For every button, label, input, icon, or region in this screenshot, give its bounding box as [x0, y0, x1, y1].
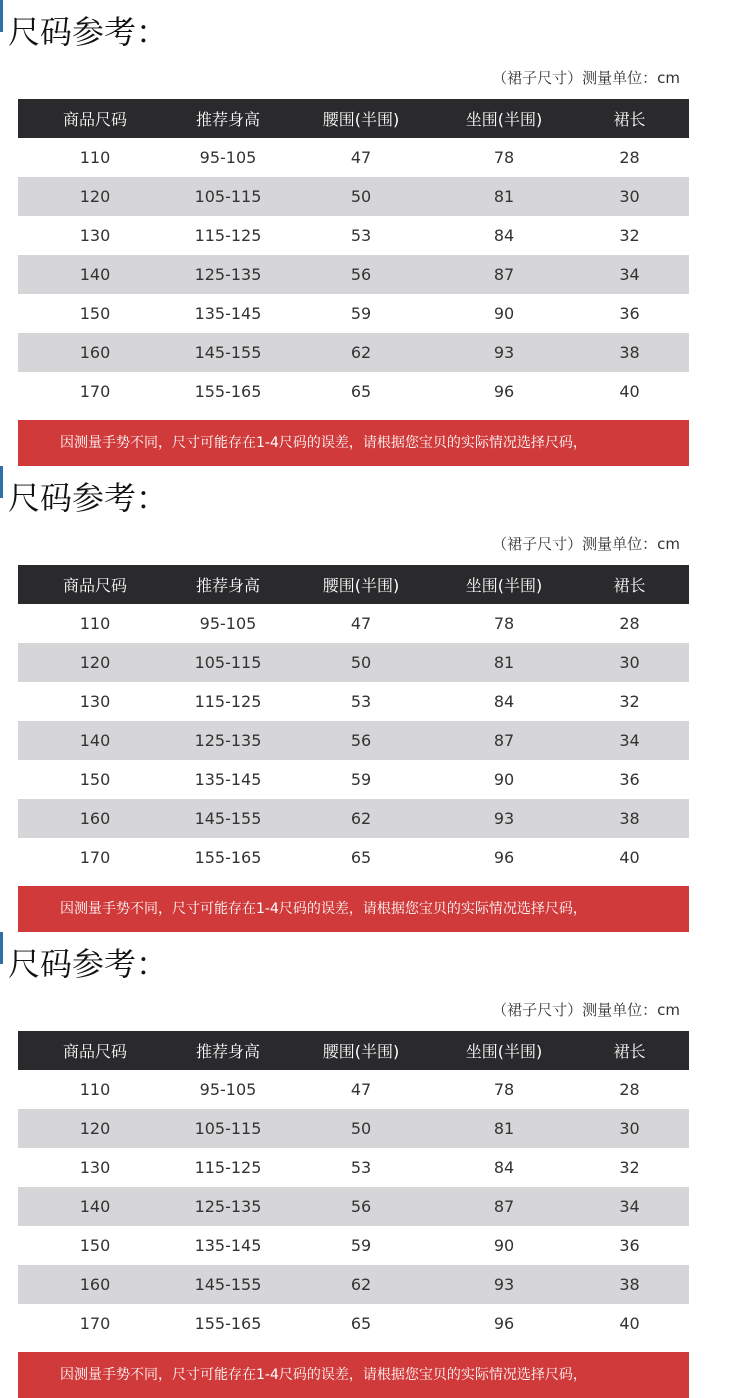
- table-cell: 170: [18, 372, 172, 411]
- table-cell: 95-105: [172, 138, 284, 177]
- table-row: [18, 216, 689, 255]
- table-cell: 93: [438, 799, 570, 838]
- table-cell: 62: [284, 1265, 438, 1304]
- table-row: [18, 1226, 689, 1265]
- table-cell: 30: [570, 177, 689, 216]
- table-row: [18, 1148, 689, 1187]
- table-cell: 120: [18, 177, 172, 216]
- table-row: [18, 1265, 689, 1304]
- size-chart-heading: 尺码参考：: [8, 13, 169, 51]
- table-cell: 93: [438, 333, 570, 372]
- table-cell: 130: [18, 682, 172, 721]
- table-header-row: [18, 99, 689, 138]
- table-cell: 30: [570, 643, 689, 682]
- size-table: [18, 99, 689, 411]
- table-cell: 59: [284, 760, 438, 799]
- size-table: [18, 1031, 689, 1343]
- table-cell: 170: [18, 838, 172, 877]
- table-cell: 115-125: [172, 682, 284, 721]
- table-cell: 150: [18, 1226, 172, 1265]
- table-cell: 84: [438, 682, 570, 721]
- table-cell: 130: [18, 1148, 172, 1187]
- column-header: 裙长: [570, 565, 689, 604]
- table-cell: 47: [284, 1070, 438, 1109]
- table-cell: 53: [284, 216, 438, 255]
- table-cell: 150: [18, 760, 172, 799]
- table-cell: 87: [438, 721, 570, 760]
- table-cell: 81: [438, 643, 570, 682]
- table-cell: 130: [18, 216, 172, 255]
- table-cell: 28: [570, 138, 689, 177]
- table-cell: 110: [18, 1070, 172, 1109]
- table-cell: 155-165: [172, 1304, 284, 1343]
- table-cell: 110: [18, 138, 172, 177]
- column-header: 裙长: [570, 99, 689, 138]
- table-cell: 38: [570, 799, 689, 838]
- table-cell: 125-135: [172, 1187, 284, 1226]
- table-cell: 36: [570, 1226, 689, 1265]
- size-chart-section: [0, 932, 750, 1398]
- table-cell: 56: [284, 1187, 438, 1226]
- table-cell: 65: [284, 838, 438, 877]
- table-cell: 50: [284, 643, 438, 682]
- table-cell: 90: [438, 294, 570, 333]
- table-cell: 145-155: [172, 799, 284, 838]
- table-cell: 38: [570, 1265, 689, 1304]
- table-row: [18, 721, 689, 760]
- table-cell: 36: [570, 760, 689, 799]
- table-cell: 145-155: [172, 333, 284, 372]
- table-cell: 78: [438, 138, 570, 177]
- column-header: 坐围(半围): [438, 99, 570, 138]
- table-cell: 56: [284, 721, 438, 760]
- table-cell: 87: [438, 255, 570, 294]
- table-cell: 36: [570, 294, 689, 333]
- table-cell: 84: [438, 1148, 570, 1187]
- table-cell: 87: [438, 1187, 570, 1226]
- table-cell: 40: [570, 1304, 689, 1343]
- column-header: 坐围(半围): [438, 565, 570, 604]
- column-header: 推荐身高: [172, 1031, 284, 1070]
- measurement-error-notice: 因测量手势不同，尺寸可能存在1-4尺码的误差，请根据您宝贝的实际情况选择尺码，: [18, 886, 689, 932]
- table-cell: 32: [570, 1148, 689, 1187]
- table-cell: 40: [570, 372, 689, 411]
- column-header: 腰围(半围): [284, 1031, 438, 1070]
- table-cell: 95-105: [172, 604, 284, 643]
- table-cell: 125-135: [172, 721, 284, 760]
- table-row: [18, 177, 689, 216]
- table-row: [18, 372, 689, 411]
- table-cell: 95-105: [172, 1070, 284, 1109]
- table-cell: 47: [284, 138, 438, 177]
- column-header: 裙长: [570, 1031, 689, 1070]
- table-row: [18, 1070, 689, 1109]
- table-cell: 81: [438, 1109, 570, 1148]
- table-cell: 96: [438, 838, 570, 877]
- table-cell: 145-155: [172, 1265, 284, 1304]
- table-cell: 53: [284, 682, 438, 721]
- table-cell: 81: [438, 177, 570, 216]
- accent-bar: [0, 0, 3, 32]
- table-cell: 105-115: [172, 1109, 284, 1148]
- size-chart-heading: 尺码参考：: [8, 945, 169, 983]
- size-chart-section: [0, 466, 750, 932]
- table-cell: 53: [284, 1148, 438, 1187]
- table-cell: 50: [284, 1109, 438, 1148]
- table-row: [18, 760, 689, 799]
- table-cell: 90: [438, 760, 570, 799]
- accent-bar: [0, 932, 3, 964]
- table-cell: 160: [18, 1265, 172, 1304]
- measurement-unit-note: （裙子尺寸）测量单位：cm: [492, 69, 680, 87]
- table-cell: 78: [438, 604, 570, 643]
- table-row: [18, 1187, 689, 1226]
- table-cell: 59: [284, 294, 438, 333]
- column-header: 商品尺码: [18, 1031, 172, 1070]
- table-cell: 140: [18, 255, 172, 294]
- table-cell: 105-115: [172, 643, 284, 682]
- table-cell: 40: [570, 838, 689, 877]
- table-cell: 56: [284, 255, 438, 294]
- table-row: [18, 799, 689, 838]
- table-cell: 34: [570, 1187, 689, 1226]
- table-row: [18, 682, 689, 721]
- table-cell: 32: [570, 682, 689, 721]
- table-cell: 160: [18, 799, 172, 838]
- table-cell: 62: [284, 333, 438, 372]
- table-cell: 34: [570, 721, 689, 760]
- measurement-error-notice: 因测量手势不同，尺寸可能存在1-4尺码的误差，请根据您宝贝的实际情况选择尺码，: [18, 1352, 689, 1398]
- table-row: [18, 604, 689, 643]
- table-cell: 65: [284, 372, 438, 411]
- table-cell: 115-125: [172, 216, 284, 255]
- table-cell: 65: [284, 1304, 438, 1343]
- table-cell: 150: [18, 294, 172, 333]
- table-row: [18, 838, 689, 877]
- column-header: 坐围(半围): [438, 1031, 570, 1070]
- table-cell: 155-165: [172, 838, 284, 877]
- measurement-unit-note: （裙子尺寸）测量单位：cm: [492, 535, 680, 553]
- table-cell: 120: [18, 1109, 172, 1148]
- table-cell: 120: [18, 643, 172, 682]
- table-cell: 59: [284, 1226, 438, 1265]
- table-header-row: [18, 1031, 689, 1070]
- table-cell: 135-145: [172, 294, 284, 333]
- table-cell: 170: [18, 1304, 172, 1343]
- table-cell: 125-135: [172, 255, 284, 294]
- table-cell: 110: [18, 604, 172, 643]
- column-header: 推荐身高: [172, 565, 284, 604]
- table-row: [18, 255, 689, 294]
- table-cell: 140: [18, 1187, 172, 1226]
- column-header: 腰围(半围): [284, 99, 438, 138]
- table-cell: 28: [570, 1070, 689, 1109]
- table-cell: 62: [284, 799, 438, 838]
- table-cell: 93: [438, 1265, 570, 1304]
- table-cell: 84: [438, 216, 570, 255]
- table-cell: 135-145: [172, 760, 284, 799]
- column-header: 商品尺码: [18, 565, 172, 604]
- table-row: [18, 643, 689, 682]
- size-chart-section: [0, 0, 750, 466]
- table-cell: 32: [570, 216, 689, 255]
- table-cell: 38: [570, 333, 689, 372]
- size-chart-heading: 尺码参考：: [8, 479, 169, 517]
- table-header-row: [18, 565, 689, 604]
- column-header: 腰围(半围): [284, 565, 438, 604]
- table-cell: 90: [438, 1226, 570, 1265]
- table-cell: 135-145: [172, 1226, 284, 1265]
- size-table: [18, 565, 689, 877]
- measurement-unit-note: （裙子尺寸）测量单位：cm: [492, 1001, 680, 1019]
- table-cell: 30: [570, 1109, 689, 1148]
- table-row: [18, 1304, 689, 1343]
- measurement-error-notice: 因测量手势不同，尺寸可能存在1-4尺码的误差，请根据您宝贝的实际情况选择尺码，: [18, 420, 689, 466]
- table-cell: 115-125: [172, 1148, 284, 1187]
- table-cell: 96: [438, 372, 570, 411]
- table-cell: 160: [18, 333, 172, 372]
- accent-bar: [0, 466, 3, 498]
- table-cell: 78: [438, 1070, 570, 1109]
- column-header: 商品尺码: [18, 99, 172, 138]
- table-cell: 47: [284, 604, 438, 643]
- table-cell: 50: [284, 177, 438, 216]
- table-row: [18, 1109, 689, 1148]
- table-cell: 105-115: [172, 177, 284, 216]
- table-cell: 28: [570, 604, 689, 643]
- table-cell: 155-165: [172, 372, 284, 411]
- table-row: [18, 294, 689, 333]
- table-row: [18, 333, 689, 372]
- column-header: 推荐身高: [172, 99, 284, 138]
- table-cell: 140: [18, 721, 172, 760]
- table-cell: 96: [438, 1304, 570, 1343]
- table-cell: 34: [570, 255, 689, 294]
- table-row: [18, 138, 689, 177]
